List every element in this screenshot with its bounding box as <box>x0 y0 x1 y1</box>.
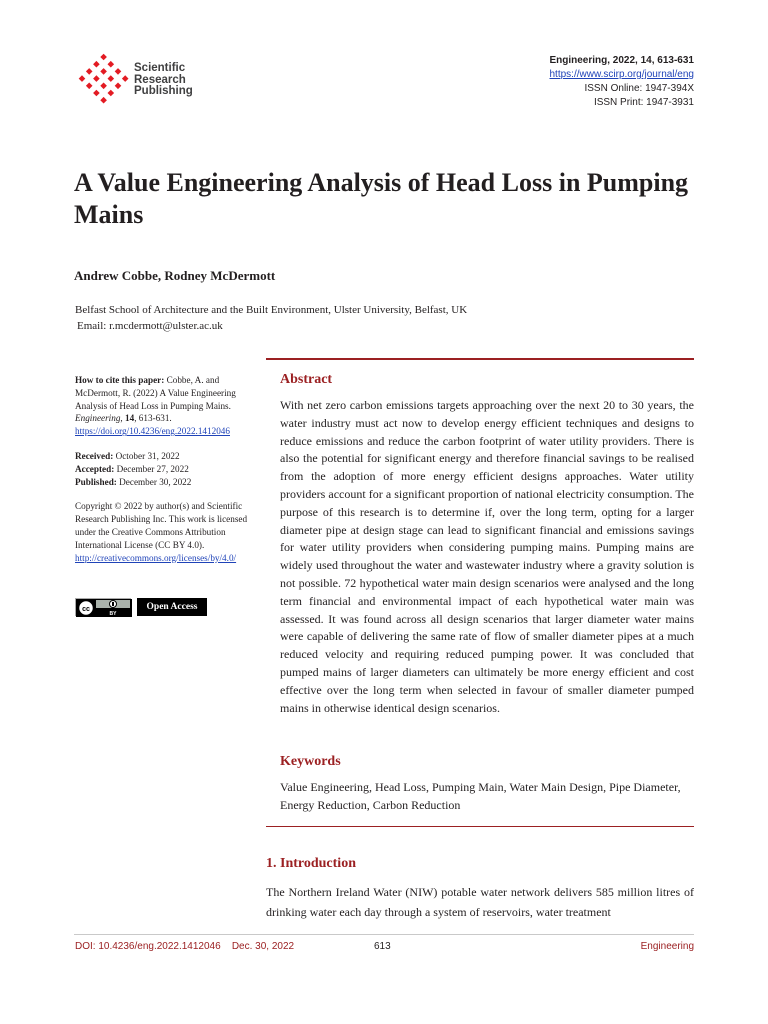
abstract-top-rule <box>266 358 694 360</box>
published-label: Published: <box>75 476 117 487</box>
logo-diamond-shape <box>100 83 107 90</box>
logo-diamond-shape <box>108 75 115 82</box>
license-badges <box>75 598 207 616</box>
abstract-heading: Abstract <box>280 372 333 387</box>
footer-rule <box>74 934 694 935</box>
citation-doi-link[interactable]: https://doi.org/10.4236/eng.2022.1412046 <box>75 426 230 437</box>
keywords-heading: Keywords <box>280 754 341 769</box>
dates-block <box>75 450 263 488</box>
introduction-heading: 1. Introduction <box>266 856 356 871</box>
logo-diamond-shape <box>100 54 107 61</box>
accepted-date: December 27, 2022 <box>116 463 189 474</box>
logo-diamond-shape <box>115 83 122 90</box>
copyright-text: Copyright © 2022 by author(s) and Scientific Research Publishing Inc. This work is licensed under the Creative Commons Attribution International License (CC BY 4.0). <box>75 501 248 550</box>
footer-doi <box>75 940 294 953</box>
paper-authors: Andrew Cobbe, Rodney McDermott <box>74 268 276 283</box>
accepted-label: Accepted: <box>75 463 115 474</box>
logo-diamond-shape <box>108 61 115 68</box>
received-label: Received: <box>75 450 114 461</box>
cc-by-license-icon <box>76 599 132 617</box>
article-sidebar <box>75 374 263 564</box>
logo-diamond-shape <box>86 83 93 90</box>
logo-diamond-shape <box>108 90 115 97</box>
journal-citation: Engineering, 2022, 14, 613-631 <box>549 55 694 66</box>
footer-date: Dec. 30, 2022 <box>231 941 295 952</box>
abstract-text: With net zero carbon emissions targets approaching over the next 20 to 30 years, the water industry must act now to develop energy efficient techniques and designs to reduce emissions and reduce the carbon footprint of water utility providers. There is also the potential for significant energy and therefore financial savings to be realised from the adoption of more energy efficient designs approaches. Water utility providers account for a significant proportion of national electricity consumption. The purpose of this research is to determine if, over the long term, opting for a larger diameter pipe at design stage can lead to significant financial and emissions savings for water utility providers when considering pumping mains. Pumping mains are widely used throughout the water and wastewater industry where a gravity solution is not possible. 72 hypothetical water main design scenarios were analysed and the long term financial and environmental impact of each hypothetical water main was assessed. It was found across all design scenarios that larger diameter water mains were capable of delivering the same rate of flow of smaller diameter pipes at a much reduced velocity and requiring reduced pumping power. It was concluded that pumped mains of larger diameters can ultimately be more energy efficient and cost effective over the long term when selected in favour of smaller diameter pumped mains in otherwise identical design scenarios. <box>280 398 694 715</box>
logo-diamond-shape <box>79 75 86 82</box>
introduction-text: The Northern Ireland Water (NIW) potable water network delivers 585 million litres of drinking water each day through a system of reservoirs, water treatment <box>266 885 694 919</box>
footer-page-number: 613 <box>374 941 391 952</box>
citation-label: How to cite this paper: <box>75 375 165 385</box>
keywords-bottom-rule <box>266 826 694 827</box>
logo-diamond-shape <box>100 68 107 75</box>
citation-journal: Engineering <box>75 413 121 424</box>
published-date-row <box>75 476 263 489</box>
issn-print: ISSN Print: 1947-3931 <box>593 97 694 108</box>
received-date: October 31, 2022 <box>115 450 180 461</box>
journal-url-link[interactable]: https://www.scirp.org/journal/eng <box>549 69 694 80</box>
paper-title: A Value Engineering Analysis of Head Loss in Pumping Mains <box>74 168 689 229</box>
received-date-row <box>75 450 263 463</box>
logo-diamond-shape <box>93 90 100 97</box>
publisher-name-line-1: Scientific <box>134 62 186 74</box>
logo-diamond-shape <box>122 75 129 82</box>
citation-pages: , 613-631. <box>134 413 172 424</box>
publisher-name-line-3: Publishing <box>134 85 193 97</box>
license-link[interactable]: http://creativecommons.org/licenses/by/4.0/ <box>75 552 237 563</box>
citation-text: Cobbe, A. and McDermott, R. (2022) A Value Engineering Analysis of Head Loss in Pumping Mains. <box>75 375 236 411</box>
svg-text:BY: BY <box>109 611 117 617</box>
keywords-text: Value Engineering, Head Loss, Pumping Main, Water Main Design, Pipe Diameter, Energy Reduction, Carbon Reduction <box>280 780 681 812</box>
citation-volume: 14 <box>125 413 135 424</box>
publisher-logo <box>76 52 200 106</box>
logo-diamond-shape <box>93 75 100 82</box>
scirp-logo-icon <box>76 52 132 106</box>
publisher-name-line-2: Research <box>134 73 186 86</box>
copyright-block <box>75 500 263 564</box>
author-email: Email: r.mcdermott@ulster.ac.uk <box>77 320 223 332</box>
citation-block: How to cite this paper: Cobbe, A. and McDermott, R. (2022) A Value Engineering Analysis of Head Loss in Pumping Mains. Engineering, 14, 613-631. https://doi.org/10.4236/eng.2022.1412046 <box>75 375 236 437</box>
publisher-name <box>134 63 193 98</box>
issn-online: ISSN Online: 1947-394X <box>584 83 694 94</box>
logo-diamond-shape <box>115 68 122 75</box>
footer-doi-text: DOI: 10.4236/eng.2022.1412046 <box>75 941 221 952</box>
cc-by-badge[interactable] <box>75 598 131 616</box>
published-date: December 30, 2022 <box>119 476 192 487</box>
svg-text:cc: cc <box>82 606 90 613</box>
footer-journal-name: Engineering <box>640 941 694 952</box>
open-access-badge: Open Access <box>137 598 207 616</box>
logo-diamond-shape <box>86 68 93 75</box>
accepted-date-row <box>75 463 263 476</box>
logo-diamond-shape <box>100 97 107 104</box>
author-affiliation: Belfast School of Architecture and the Built Environment, Ulster University, Belfast, UK <box>75 304 468 316</box>
logo-diamond-shape <box>93 61 100 68</box>
journal-info <box>549 54 694 110</box>
